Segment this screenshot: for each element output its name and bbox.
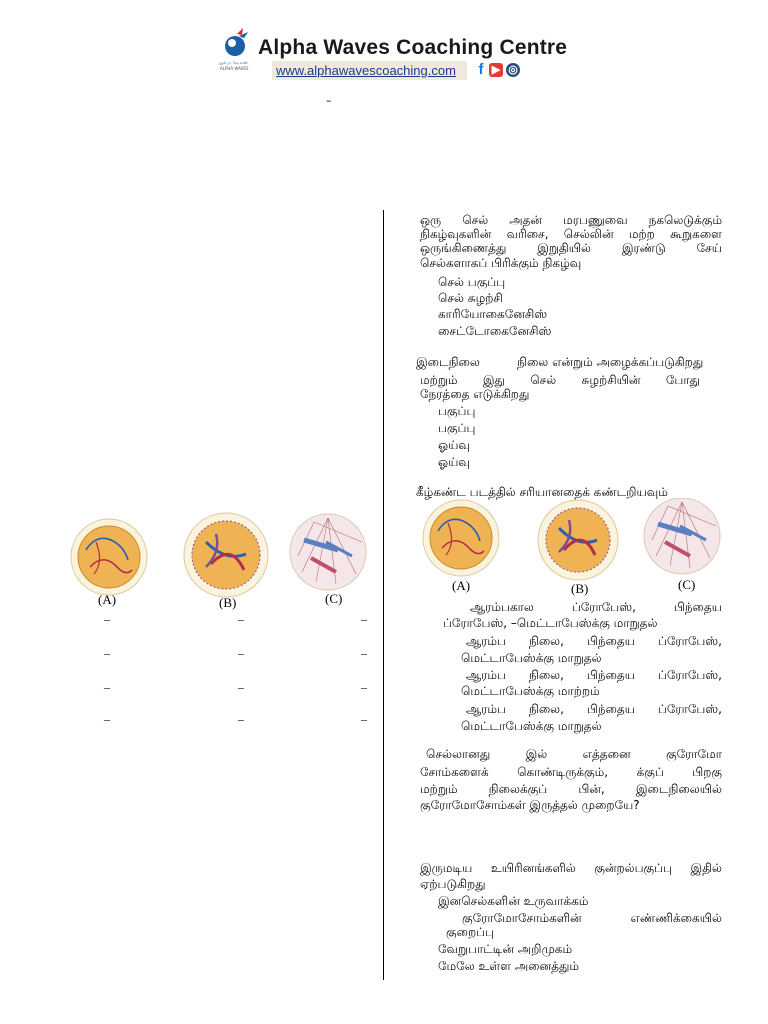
q5-option: குரோமோசோம்களின் எண்ணிக்கையில் <box>462 911 722 925</box>
q2-line: இடைநிலை <box>416 355 480 369</box>
answer-dash: – <box>104 680 110 694</box>
q4-line: செல்லானது இல் எத்தனை குரோமோ <box>426 747 722 761</box>
q2-option: பகுப்பு <box>438 421 476 435</box>
q2-option: ஓய்வு <box>438 438 470 452</box>
q1-line: ஒரு செல் அதன் மரபணுவை நகலெடுக்கும் <box>420 213 722 227</box>
q3-prompt: கீழ்கண்ட படத்தில் சரியானதைக் கண்டறியவும் <box>416 485 668 499</box>
answer-dash: – <box>361 680 367 694</box>
figure-label-a: (A) <box>98 592 117 607</box>
figure-label-b: (B) <box>571 581 589 596</box>
answer-dash: – <box>361 712 367 726</box>
answer-dash: – <box>238 680 244 694</box>
q1-option: செல் பகுப்பு <box>438 275 506 289</box>
figure-label-c: (C) <box>325 591 343 606</box>
q4-line: மற்றும் நிலைக்குப் பின், இடைநிலையில் <box>420 782 722 796</box>
answer-dash: – <box>238 612 244 626</box>
q3-option-line: மெட்டாபேஸ்க்கு மாறுதல் <box>461 651 602 665</box>
right-cell-figure <box>418 498 723 582</box>
q2-option: ஓய்வு <box>438 455 470 469</box>
q3-option-line: ஆரம்ப நிலை, பிந்தைய ப்ரோபேஸ், <box>466 702 722 716</box>
q2-option: பகுப்பு <box>438 404 476 418</box>
q1-option: செல் சுழற்சி <box>438 291 503 305</box>
q2-line: நேரத்தை எடுக்கிறது <box>420 387 530 401</box>
q3-option-line: ஆரம்ப நிலை, பிந்தைய ப்ரோபேஸ், <box>466 668 722 682</box>
logo-tagline: ஆல்பா வேவ்ஸ் <box>218 60 248 65</box>
q5-option: இனசெல்களின் உருவாக்கம் <box>438 894 589 908</box>
answer-dash: – <box>104 646 110 660</box>
youtube-icon[interactable]: ▶ <box>489 63 503 77</box>
q3-option-line: ஆரம்பகால ப்ரோபேஸ், பிந்தைய <box>470 600 722 614</box>
q1-line: ஒருங்கிணைத்து இறுதியில் இரண்டு சேய் <box>420 241 722 255</box>
cell-b-image <box>184 513 268 597</box>
q1-option: சைட்டோகைனேசிஸ் <box>438 324 552 338</box>
q5-option: வேறுபாட்டின் அறிமுகம் <box>438 942 573 956</box>
brand-name: Alpha Waves Coaching Centre <box>258 36 568 59</box>
cell-b-image <box>538 500 618 580</box>
q2-line: மற்றும் இது செல் சுழற்சியின் போது <box>420 373 700 387</box>
cell-a-image <box>71 519 147 595</box>
q3-option-line: மெட்டாபேஸ்க்கு மாறுதல் <box>461 719 602 733</box>
q5-option: குறைப்பு <box>446 925 494 939</box>
cell-c-image <box>290 514 366 590</box>
left-cell-figure <box>66 512 376 600</box>
answer-dash: – <box>361 612 367 626</box>
q3-option-line: மெட்டாபேஸ்க்கு மாற்றம் <box>461 684 600 698</box>
q1-line: செல்களாகப் பிரிக்கும் நிகழ்வு <box>420 256 582 270</box>
top-dash: – <box>326 94 332 107</box>
column-divider <box>383 210 384 980</box>
q4-line: சோம்களைக் கொண்டிருக்கும், க்குப் பிறகு <box>420 765 722 779</box>
facebook-icon[interactable]: f <box>478 61 484 78</box>
q3-option-line: ப்ரோபேஸ், –மெட்டாபேஸ்க்கு மாறுதல் <box>443 616 658 630</box>
q2-line: நிலை என்றும் அழைக்கப்படுகிறது <box>517 355 704 369</box>
answer-dash: – <box>238 646 244 660</box>
answer-dash: – <box>104 712 110 726</box>
q1-line: நிகழ்வுகளின் வரிசை, செல்லின் மற்ற கூறுகளை <box>420 227 722 241</box>
figure-label-b: (B) <box>219 595 237 610</box>
answer-dash: – <box>104 612 110 626</box>
cell-c-image <box>644 498 720 574</box>
q3-option-line: ஆரம்ப நிலை, பிந்தைய ப்ரோபேஸ், <box>466 634 722 648</box>
q4-line: குரோமோசோம்கள் இருத்தல் முறையே? <box>420 798 640 812</box>
logo-tagline-english: ALPHA WAVES <box>220 66 249 71</box>
q1-option: காரியோகைனேசிஸ் <box>438 307 548 321</box>
answer-dash: – <box>361 646 367 660</box>
q5-line: ஏற்படுகிறது <box>420 877 486 891</box>
answer-dash: – <box>238 712 244 726</box>
figure-label-a: (A) <box>452 578 471 593</box>
q5-line: இருமடிய உயிரினங்களில் குன்றல்பகுப்பு இதில் <box>420 861 722 875</box>
figure-label-c: (C) <box>678 577 696 592</box>
cell-a-image <box>423 500 499 576</box>
website-link[interactable]: www.alphawavescoaching.com <box>276 63 456 78</box>
q5-option: மேலே உள்ள அனைத்தும் <box>438 959 580 973</box>
instagram-icon[interactable]: ◎ <box>506 63 520 77</box>
